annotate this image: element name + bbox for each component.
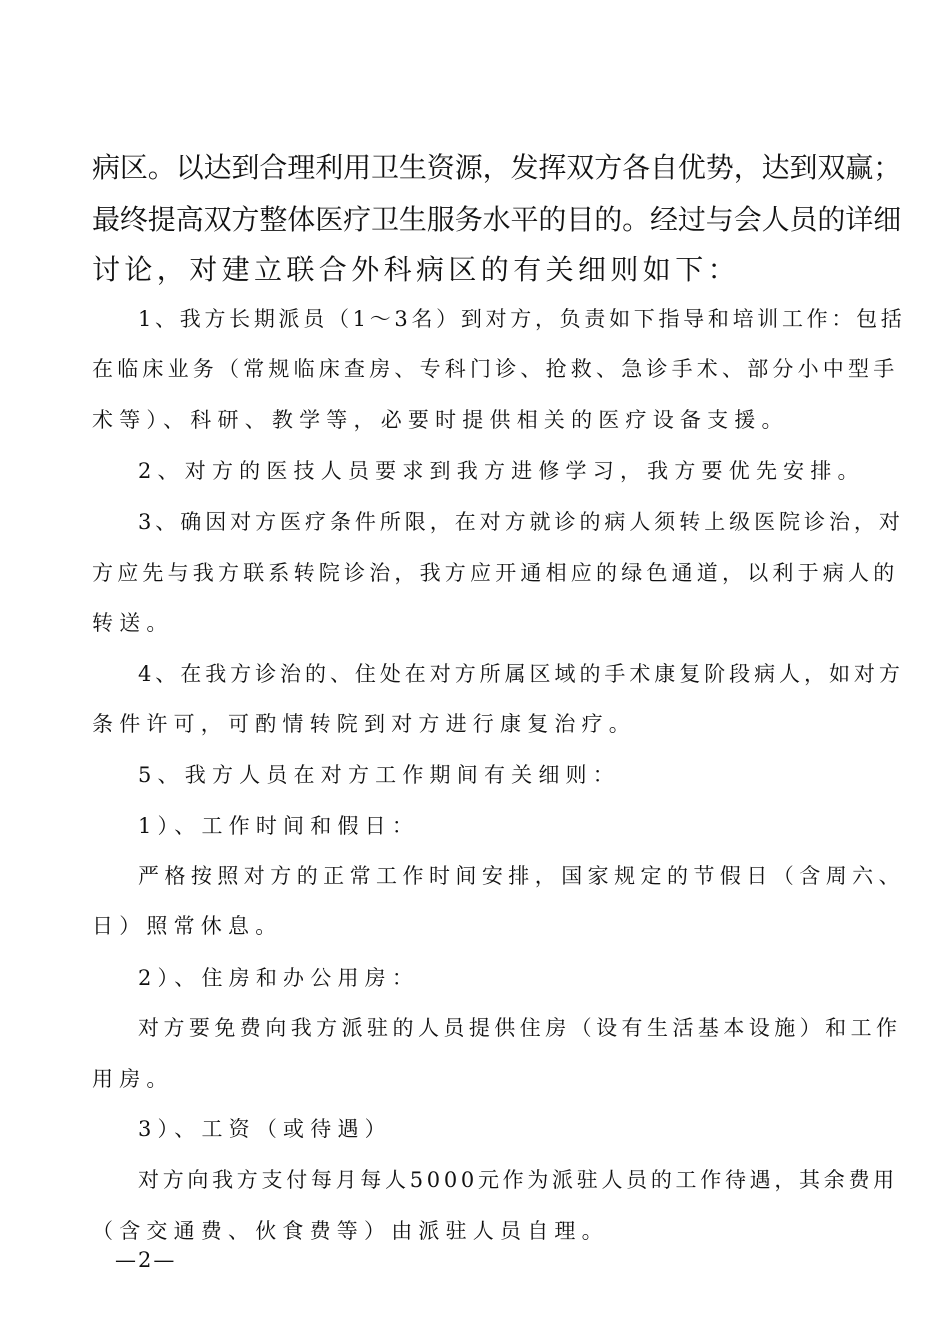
item-1-line-1: 1、我方长期派员（1～3名）到对方，负责如下指导和培训工作：包括 xyxy=(138,307,906,331)
intro-line-1: 病区。以达到合理利用卫生资源，发挥双方各自优势，达到双赢； xyxy=(92,151,902,184)
intro-line-2: 最终提高双方整体医疗卫生服务水平的目的。经过与会人员的详细 xyxy=(92,203,902,236)
item-4-line-2: 条件许可，可酌情转院到对方进行康复治疗。 xyxy=(92,712,636,736)
subitem-3-line-1: 对方向我方支付每月每人5000元作为派驻人员的工作待遇，其余费用 xyxy=(138,1168,898,1192)
subitem-2-line-1: 对方要免费向我方派驻的人员提供住房（设有生活基本设施）和工作 xyxy=(138,1016,902,1040)
intro-line-3: 讨论，对建立联合外科病区的有关细则如下： xyxy=(92,253,741,286)
subitem-3-line-2: （含交通费、伙食费等）由派驻人员自理。 xyxy=(92,1219,609,1243)
subitem-3-heading: 3）、工资（或待遇） xyxy=(138,1117,392,1141)
page-number: —2— xyxy=(115,1248,177,1272)
item-3-line-3: 转送。 xyxy=(92,611,174,635)
item-2-line-1: 2、对方的医技人员要求到我方进修学习，我方要优先安排。 xyxy=(138,459,865,483)
item-1-line-3: 术等）、科研、教学等，必要时提供相关的医疗设备支援。 xyxy=(92,408,789,432)
item-3-line-2: 方应先与我方联系转院诊治，我方应开通相应的绿色通道，以利于病人的 xyxy=(92,561,899,585)
item-3-line-1: 3、确因对方医疗条件所限，在对方就诊的病人须转上级医院诊治，对 xyxy=(138,510,904,534)
item-5-heading: 5、我方人员在对方工作期间有关细则： xyxy=(138,763,620,787)
item-4-line-1: 4、在我方诊治的、住处在对方所属区域的手术康复阶段病人，如对方 xyxy=(138,662,904,686)
subitem-1-line-1: 严格按照对方的正常工作时间安排，国家规定的节假日（含周六、 xyxy=(138,864,906,888)
subitem-2-heading: 2）、住房和办公用房： xyxy=(138,966,420,990)
subitem-2-line-2: 用房。 xyxy=(92,1067,174,1091)
subitem-1-heading: 1）、工作时间和假日： xyxy=(138,814,420,838)
item-1-line-2: 在临床业务（常规临床查房、专科门诊、抢救、急诊手术、部分小中型手 xyxy=(92,357,899,381)
subitem-1-line-2: 日）照常休息。 xyxy=(92,914,283,938)
